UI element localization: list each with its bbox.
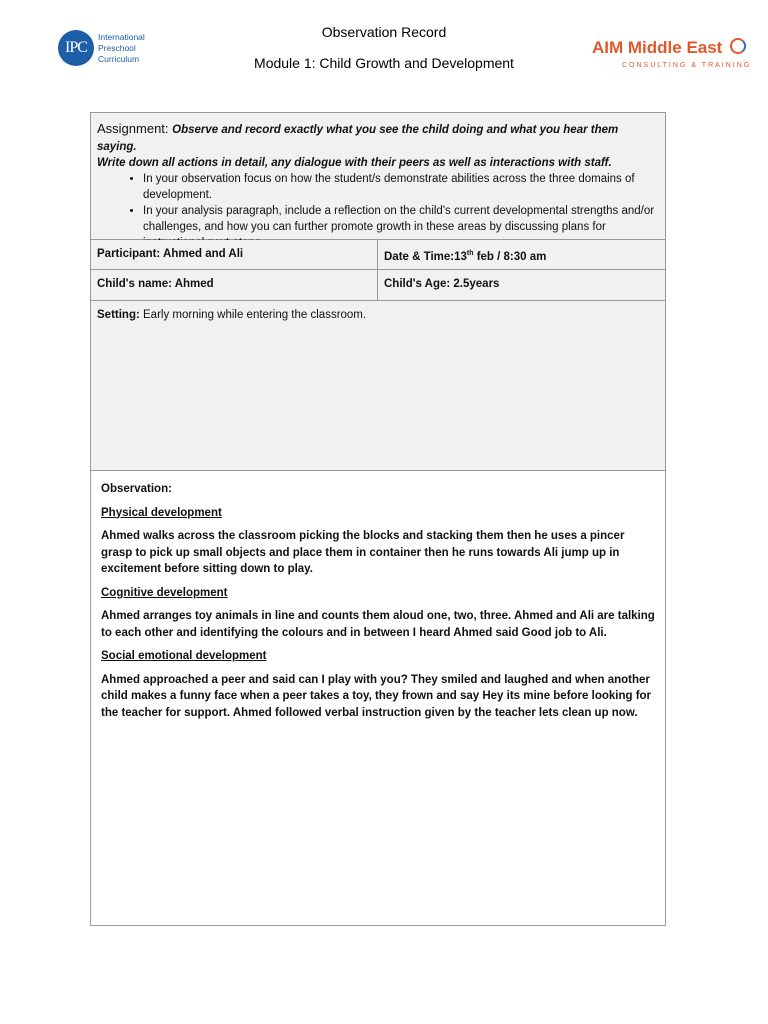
assignment-bullet: • In your analysis paragraph, include a reflection on the child's current developmental strengths and/or challenges, and how you can further promote growth in these areas by discussing plans for bbox=[143, 203, 659, 251]
ipc-logo-line2: Preschool bbox=[98, 43, 136, 53]
page-subtitle: Module 1: Child Growth and Development bbox=[254, 55, 514, 71]
aim-logo bbox=[592, 38, 752, 74]
datetime-field bbox=[378, 240, 665, 270]
observation-form bbox=[90, 112, 666, 926]
child-info-row bbox=[91, 270, 665, 301]
section-heading-cognitive: Cognitive development bbox=[101, 586, 228, 599]
assignment-instruction-2: Write down all actions in detail, any dialogue with their peers as well as interactions with staff. bbox=[97, 157, 612, 169]
section-heading-physical: Physical development bbox=[101, 506, 222, 519]
setting-section bbox=[91, 301, 665, 471]
ipc-logo-mark: IPC bbox=[58, 30, 94, 66]
datetime-suffix: feb / 8:30 am bbox=[473, 250, 547, 263]
section-heading-social-emotional: Social emotional development bbox=[101, 650, 267, 662]
child-name-field: Child's name: Ahmed bbox=[91, 270, 378, 301]
aim-logo-ring-icon bbox=[730, 38, 746, 54]
section-text-cognitive: Ahmed arranges toy animals in line and counts them aloud one, two, three. Ahmed and Ali are talking to each other and identifying the colours and in between I heard Ahmed said Good job to Ali. bbox=[101, 610, 655, 639]
observation-section bbox=[91, 471, 665, 925]
assignment-label: Assignment: bbox=[97, 121, 169, 136]
datetime-prefix: Date & Time:13 bbox=[384, 250, 467, 263]
datetime-ordinal: th bbox=[466, 250, 474, 257]
setting-label: Setting: bbox=[97, 309, 140, 321]
ipc-logo-line3: Curriculum bbox=[98, 54, 140, 64]
ipc-logo-line1: International bbox=[98, 32, 145, 42]
aim-logo-name: AIM Middle East bbox=[592, 38, 723, 57]
participant-row bbox=[91, 240, 665, 270]
setting-value: Early morning while entering the classroom. bbox=[143, 309, 367, 321]
assignment-bullets bbox=[97, 171, 659, 251]
assignment-lead bbox=[97, 121, 659, 155]
assignment-section bbox=[91, 113, 665, 240]
assignment-instruction-1: Observe and record exactly what you see the child doing and what you hear them saying. bbox=[97, 124, 619, 153]
assignment-bullet: • In your observation focus on how the student/s demonstrate abilities across the three domains of development. bbox=[143, 171, 659, 203]
child-age-field: Child's Age: 2.5years bbox=[384, 278, 500, 290]
aim-logo-tagline: CONSULTING & TRAINING bbox=[622, 62, 752, 69]
section-text-physical: Ahmed walks across the classroom picking the blocks and stacking them then he uses a pincer grasp to pick up small objects and place them in container then he runs towards Ali jump up in excitement before sitting down to play. bbox=[101, 530, 625, 575]
page-title: Observation Record bbox=[321, 24, 447, 40]
section-text-social-emotional: Ahmed approached a peer and said can I play with you? They smiled and laughed and when another child makes a funny face when a peer takes a toy, they frown and say Hey its mine before looking for the teacher for support. Ahmed followed verbal instruction given by the teacher lets clean up now. bbox=[101, 673, 652, 719]
observation-label: Observation: bbox=[101, 483, 172, 495]
participant-field: Participant: Ahmed and Ali bbox=[91, 240, 378, 270]
